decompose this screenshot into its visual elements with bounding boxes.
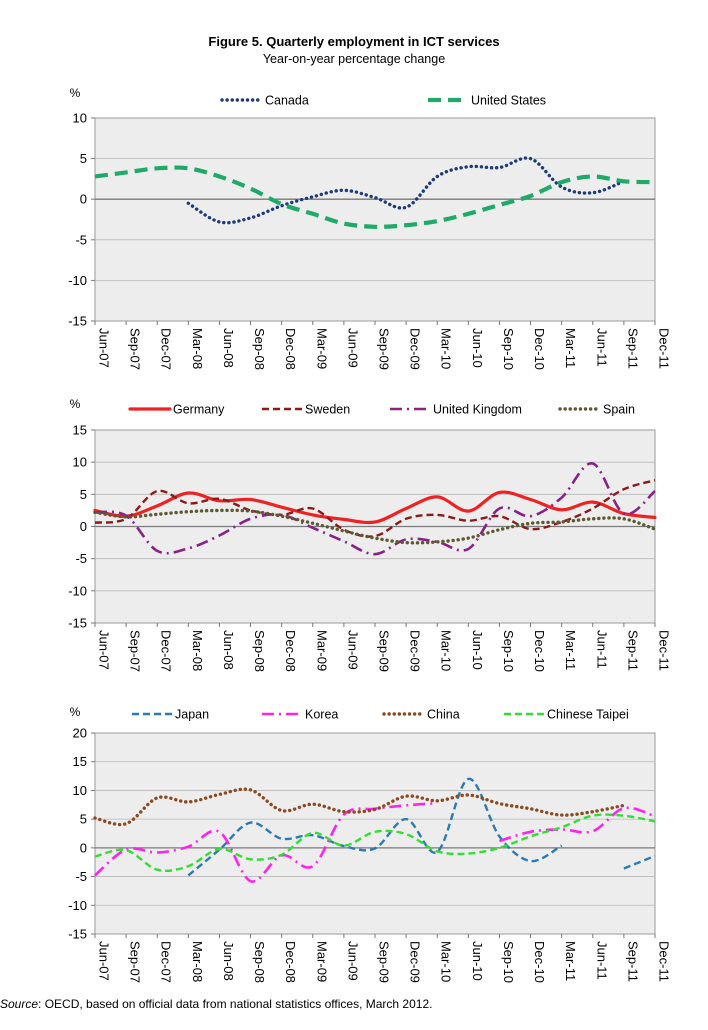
x-tick-label: Jun-11 <box>594 941 610 980</box>
y-tick-label: -5 <box>75 869 87 885</box>
x-tick-label: Sep-08 <box>252 941 268 983</box>
figure-subtitle: Year-on-year percentage change <box>262 52 446 66</box>
x-tick-label: Sep-11 <box>625 328 641 369</box>
x-tick-label: Dec-09 <box>407 941 423 983</box>
x-tick-label: Dec-11 <box>656 328 672 369</box>
legend-label: Japan <box>175 707 210 722</box>
plot-area <box>95 733 655 934</box>
x-tick-label: Sep-07 <box>127 328 143 370</box>
x-tick-label: Sep-09 <box>376 630 392 672</box>
y-tick-label: 5 <box>79 811 87 827</box>
y-tick-label: -5 <box>75 232 87 248</box>
x-tick-label: Dec-09 <box>407 630 423 672</box>
x-tick-label: Dec-10 <box>532 630 548 672</box>
x-tick-label: Jun-07 <box>96 328 112 368</box>
x-tick-label: Jun-11 <box>594 328 610 367</box>
legend-label: United States <box>471 93 547 108</box>
x-tick-label: Sep-11 <box>625 630 641 671</box>
y-tick-label: 20 <box>72 725 87 741</box>
y-axis-unit: % <box>69 397 81 411</box>
y-axis-unit: % <box>69 705 81 719</box>
x-tick-label: Sep-10 <box>500 630 516 672</box>
x-tick-label: Dec-09 <box>407 328 423 370</box>
x-tick-label: Jun-10 <box>469 630 485 670</box>
x-tick-label: Sep-09 <box>376 328 392 370</box>
x-tick-label: Jun-07 <box>96 941 112 981</box>
x-tick-label: Mar-11 <box>563 630 579 671</box>
x-tick-label: Mar-09 <box>314 630 330 672</box>
x-tick-label: Jun-11 <box>594 630 610 669</box>
x-tick-label: Jun-09 <box>345 941 361 981</box>
x-tick-label: Dec-08 <box>283 630 299 672</box>
x-tick-label: Jun-09 <box>345 630 361 670</box>
x-tick-label: Dec-08 <box>283 328 299 370</box>
x-tick-label: Jun-07 <box>96 630 112 670</box>
x-tick-label: Dec-10 <box>532 941 548 983</box>
x-tick-label: Sep-10 <box>500 328 516 370</box>
source-label: Source <box>0 997 39 1011</box>
x-tick-label: Jun-09 <box>345 328 361 368</box>
x-tick-label: Sep-07 <box>127 630 143 672</box>
x-tick-label: Dec-07 <box>158 328 174 370</box>
x-tick-label: Jun-08 <box>220 630 236 670</box>
x-tick-label: Jun-08 <box>220 941 236 981</box>
y-tick-label: 15 <box>72 422 87 438</box>
x-tick-label: Dec-11 <box>656 630 672 671</box>
y-tick-label: 15 <box>72 754 87 770</box>
y-tick-label: 0 <box>79 191 87 207</box>
legend-label: Germany <box>173 402 225 417</box>
x-tick-label: Sep-09 <box>376 941 392 983</box>
x-tick-label: Dec-07 <box>158 941 174 983</box>
y-tick-label: -5 <box>75 551 87 567</box>
x-tick-label: Mar-11 <box>563 328 579 369</box>
y-tick-label: 10 <box>72 110 87 126</box>
x-tick-label: Sep-08 <box>252 630 268 672</box>
x-tick-label: Mar-09 <box>314 941 330 983</box>
y-tick-label: 10 <box>72 454 87 470</box>
y-tick-label: -10 <box>68 272 87 288</box>
y-axis-unit: % <box>69 86 81 100</box>
legend-label: Sweden <box>305 402 351 417</box>
x-tick-label: Sep-10 <box>500 941 516 983</box>
x-tick-label: Jun-08 <box>220 328 236 368</box>
x-tick-label: Mar-08 <box>189 941 205 983</box>
source-note <box>0 997 432 1011</box>
x-tick-label: Jun-10 <box>469 941 485 981</box>
legend-label: Canada <box>265 93 309 108</box>
y-tick-label: 0 <box>79 840 87 856</box>
legend-label: Spain <box>603 402 635 417</box>
y-tick-label: -10 <box>68 583 87 599</box>
x-tick-label: Mar-08 <box>189 328 205 370</box>
x-tick-label: Dec-11 <box>656 941 672 982</box>
legend-label: Chinese Taipei <box>547 707 629 722</box>
x-tick-label: Jun-10 <box>469 328 485 368</box>
x-tick-label: Sep-07 <box>127 941 143 983</box>
x-tick-label: Sep-11 <box>625 941 641 982</box>
y-tick-label: 5 <box>79 486 87 502</box>
legend-label: Korea <box>305 707 339 722</box>
x-tick-label: Mar-11 <box>563 941 579 982</box>
legend-label: China <box>427 707 460 722</box>
y-tick-label: -15 <box>68 313 87 329</box>
y-tick-label: -15 <box>68 615 87 631</box>
x-tick-label: Mar-10 <box>438 941 454 983</box>
x-tick-label: Mar-08 <box>189 630 205 672</box>
x-tick-label: Mar-10 <box>438 630 454 672</box>
x-tick-label: Mar-09 <box>314 328 330 370</box>
y-tick-label: -15 <box>68 926 87 942</box>
y-tick-label: 10 <box>72 782 87 798</box>
x-tick-label: Dec-10 <box>532 328 548 370</box>
figure-title: Figure 5. Quarterly employment in ICT services <box>208 34 500 49</box>
y-tick-label: -10 <box>68 897 87 913</box>
y-tick-label: 5 <box>79 151 87 167</box>
legend-label: United Kingdom <box>433 402 522 417</box>
x-tick-label: Sep-08 <box>252 328 268 370</box>
x-tick-label: Dec-08 <box>283 941 299 983</box>
x-tick-label: Mar-10 <box>438 328 454 370</box>
x-tick-label: Dec-07 <box>158 630 174 672</box>
y-tick-label: 0 <box>79 519 87 534</box>
source-text: : OECD, based on official data from national statistics offices, March 2012. <box>38 997 433 1011</box>
